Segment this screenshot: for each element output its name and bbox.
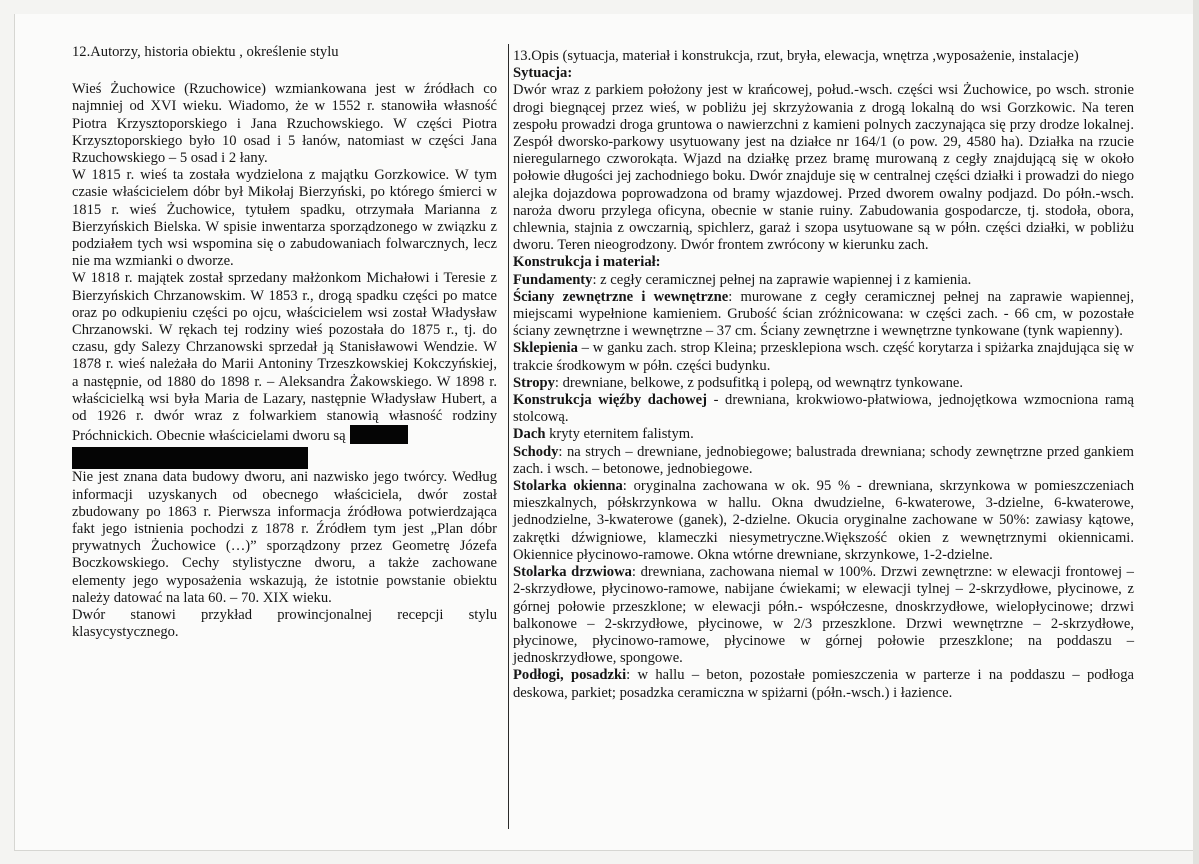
schody-item [513, 444, 1134, 478]
stropy-item [513, 375, 1134, 392]
item-text: : z cegły ceramicznej pełnej na zaprawie wapiennej i z kamienia. [592, 271, 972, 288]
history-paragraph-5: Dwór stanowi przykład prowincjonalnej recepcji stylu klasycystycznego. [72, 607, 497, 641]
left-column [72, 44, 497, 642]
item-label: Ściany zewnętrzne i wewnętrzne [513, 288, 729, 305]
item-text: : na strych – drewniane, jednobiegowe; balustrada drewniana; schody zewnętrzne przed gankiem zach. i wsch. – betonowe, jednobiegowe. [513, 443, 1134, 477]
konstrukcja-label [513, 254, 1134, 271]
item-text: : w hallu – beton, pozostałe pomieszczenia w parterze i na poddaszu – podłoga deskowa, parkiet; posadzka ceramiczna w spiżarni (półn.-wsch.) i łazience. [513, 667, 1135, 701]
stolarka-okienna-item [513, 478, 1134, 564]
item-text: - drewniana, krokwiowo-płatwiowa, jednojętkowa wzmocniona ramą stolcową. [513, 392, 1134, 426]
item-label: Stolarka drzwiowa [513, 564, 632, 581]
sklepienia-item [513, 340, 1134, 374]
sciany-item [513, 289, 1134, 341]
item-label: Stropy [513, 374, 555, 391]
item-text: : murowane z cegły ceramicznej pełnej na zaprawie wapiennej, miejscami wypełnione kamieniem. Grubość ścian zróżnicowana: w części zach. - 66 cm, w pozostałe ściany zewnętrzne i wewnętrzne – 37 cm. Ściany zewnętrzne i wewnętrzne tynkowane (tynk wapienny). [513, 288, 1134, 340]
dach-item [513, 426, 1134, 443]
redaction-bar [72, 447, 308, 469]
item-label: Dach [513, 426, 546, 443]
history-paragraph-1: Wieś Żuchowice (Rzuchowice) wzmiankowana jest w źródłach co najmniej od XVI wieku. Wiadomo, że w 1552 r. stanowiła własność Piotra Krzysztoporskiego i Jana Rzuchowskiego. W części Piotra Krzysztoporskiego było 10 osad i 5 łanów, natomiast w części Jana Rzuchowskiego – 5 osad i 2 łany. [72, 81, 497, 167]
item-label: Konstrukcja więźby dachowej [513, 392, 707, 409]
item-text: kryty eternitem falistym. [545, 426, 694, 443]
history-paragraph-3-text: W 1818 r. majątek został sprzedany małżonkom Michałowi i Teresie z Bierzyńskich Chrzanowskim. W 1853 r., drogą spadku części po matce oraz po odkupieniu części po ojcu, właścicielem wsi został Władysław Chrzanowski. W rękach tej rodziny wieś pozostała do 1875 r., tj. do czasu, gdy Salezy Chrzanowski sprzedał ją Stanisławowi Wendzie. W 1878 r. wieś należała do Marii Antoniny Trzeszkowskiej Kokczyńskiej, a następnie, od 1880 do 1898 r. – Aleksandra Żakowskiego. W 1898 r. właścicielką wsi była Maria de Lazary, następnie Władysław Hubert, a od 1926 r. dwór wraz z folwarkiem stanowią własność rodziny Próchnickich. Obecnie właścicielami dworu są [72, 270, 497, 445]
sytuacja-paragraph: Dwór wraz z parkiem położony jest w krańcowej, połud.-wsch. części wsi Żuchowice, po wsch. stronie drogi biegnącej przez wieś, w pobliżu jej skrzyżowania z drogą lokalną do wsi Gorzkowic. Na teren zespołu prowadzi droga gruntowa o nawierzchni z kamieni polnych zaczynająca się przy drodze lokalnej. Zespół dworsko-parkowy usytuowany jest na działce nr 164/1 (o pow. 29, 4580 ha). Działka na rzucie nieregularnego czworokąta. Wjazd na działkę przez bramę murowaną z cegły znajdującą się w około połowie długości jej zachodniego boku. Dwór znajduje się w centralnej części działki i prowadzi do niego alejka dojazdowa poprowadzona od bramy wjazdowej. Przed dworem owalny podjazd. Do półn.-wsch. naroża dworu przylega oficyna, obecnie w stanie ruiny. Zabudowania gospodarcze, tj. stodoła, obora, chlewnia, stajnia z owczarnią, spichlerz, garaż i szopa usytuowane są w półn. części działki, w pobliżu dworu. Teren nieogrodzony. Dwór frontem zwrócony w kierunku zach. [513, 82, 1134, 254]
item-text: : oryginalna zachowana w ok. 95 % - drewniana, skrzynkowa w pomieszczeniach mieszkalnych, półskrzynkowa w hallu. Okna dwudzielne, 6-kwaterowe, 3-dzielne, 6-kwaterowe, jednodzielne, 3-kwaterowe (ganek), 2-dzielne. Okucia oryginalne zachowane w 50%: zawiasy kątowe, zakrętki dźwigniowe, klameczki niesymetryczne.Większość okien z wewnętrznymi okiennicami. Okiennice płycinowo-ramowe. Okna wtórne drewniane, skrzynkowe, 1-2-dzielne. [513, 478, 1134, 563]
sytuacja-label-text: Sytuacja: [513, 65, 573, 82]
right-column [513, 48, 1134, 702]
section-12-heading: 12.Autorzy, historia obiektu , określenie stylu [72, 44, 339, 60]
history-paragraph-3 [72, 270, 497, 445]
konstrukcja-label-text: Konstrukcja i materiał: [513, 254, 661, 271]
redaction-block [350, 425, 408, 444]
history-paragraph-2: W 1815 r. wieś ta została wydzielona z majątku Gorzkowice. W tym czasie właścicielem dóbr był Mikołaj Bierzyński, po którego śmierci w 1815 r. wieś Żuchowice, tytułem spadku, otrzymała Marianna z Bierzyńskich Bielska. W spisie inwentarza sporządzonego w związku z podziałem tych wsi wspomina się o zabudowaniach folwarcznych, lecz nie ma wzmianki o dworze. [72, 167, 497, 270]
item-label: Schody [513, 443, 559, 460]
item-label: Fundamenty [513, 271, 593, 288]
item-text: : drewniana, zachowana niemal w 100%. Drzwi zewnętrzne: w elewacji frontowej – 2-skrzydłowe, płycinowo-ramowe, nabijane ćwiekami; w elewacji tylnej – 2-skrzydłowe, płycinowe, z górnej połowie przeszklone; w elewacji półn.- współczesne, dnoskrzydłowe, wielopłycinowe; drzwi balkonowe – 2-skrzydłowe, płycinowe, w 2/3 przeszklone. Drzwi wewnętrzne – 2-skrzydłowe, płycinowe, płycinowo-ramowe, płycinowe w górnej połowie przeszklone; na poddaszu – jednoskrzydłowe, spongowe. [513, 564, 1134, 667]
item-text: – w ganku zach. strop Kleina; przesklepiona wsch. część korytarza i spiżarka znajdująca się w trakcie środkowym w półn. części budynku. [513, 340, 1134, 374]
stolarka-drzwiowa-item [513, 564, 1134, 667]
podlogi-item [513, 667, 1134, 701]
wiezba-item [513, 392, 1134, 426]
item-label: Stolarka okienna [513, 478, 623, 495]
section-13-heading: 13.Opis (sytuacja, materiał i konstrukcja, rzut, bryła, elewacja, wnętrza ,wyposażenie, instalacje) [513, 48, 1079, 64]
page-edge [1193, 0, 1199, 864]
item-text: : drewniane, belkowe, z podsufitką i polepą, od wewnątrz tynkowane. [554, 374, 963, 391]
sytuacja-label [513, 65, 1134, 82]
item-label: Podłogi, posadzki [513, 667, 627, 684]
history-paragraph-4: Nie jest znana data budowy dworu, ani nazwisko jego twórcy. Według informacji uzyskanych od obecnego właściciela, dwór został zbudowany po 1863 r. Pierwsza informacja źródłowa potwierdzająca fakt jego istnienia pochodzi z 1878 r. Źródłem tym jest „Plan dóbr prywatnych Żuchowice (…)” sporządzony przez Geometrę Józefa Boczkowskiego. Cechy stylistyczne dworu, a także zachowane elementy jego wyposażenia wskazują, że istotnie powstanie obiektu należy datować na lata 60. – 70. XIX wieku. [72, 469, 497, 606]
item-label: Sklepienia [513, 340, 578, 357]
column-divider [508, 44, 509, 829]
fundamenty-item [513, 272, 1134, 289]
